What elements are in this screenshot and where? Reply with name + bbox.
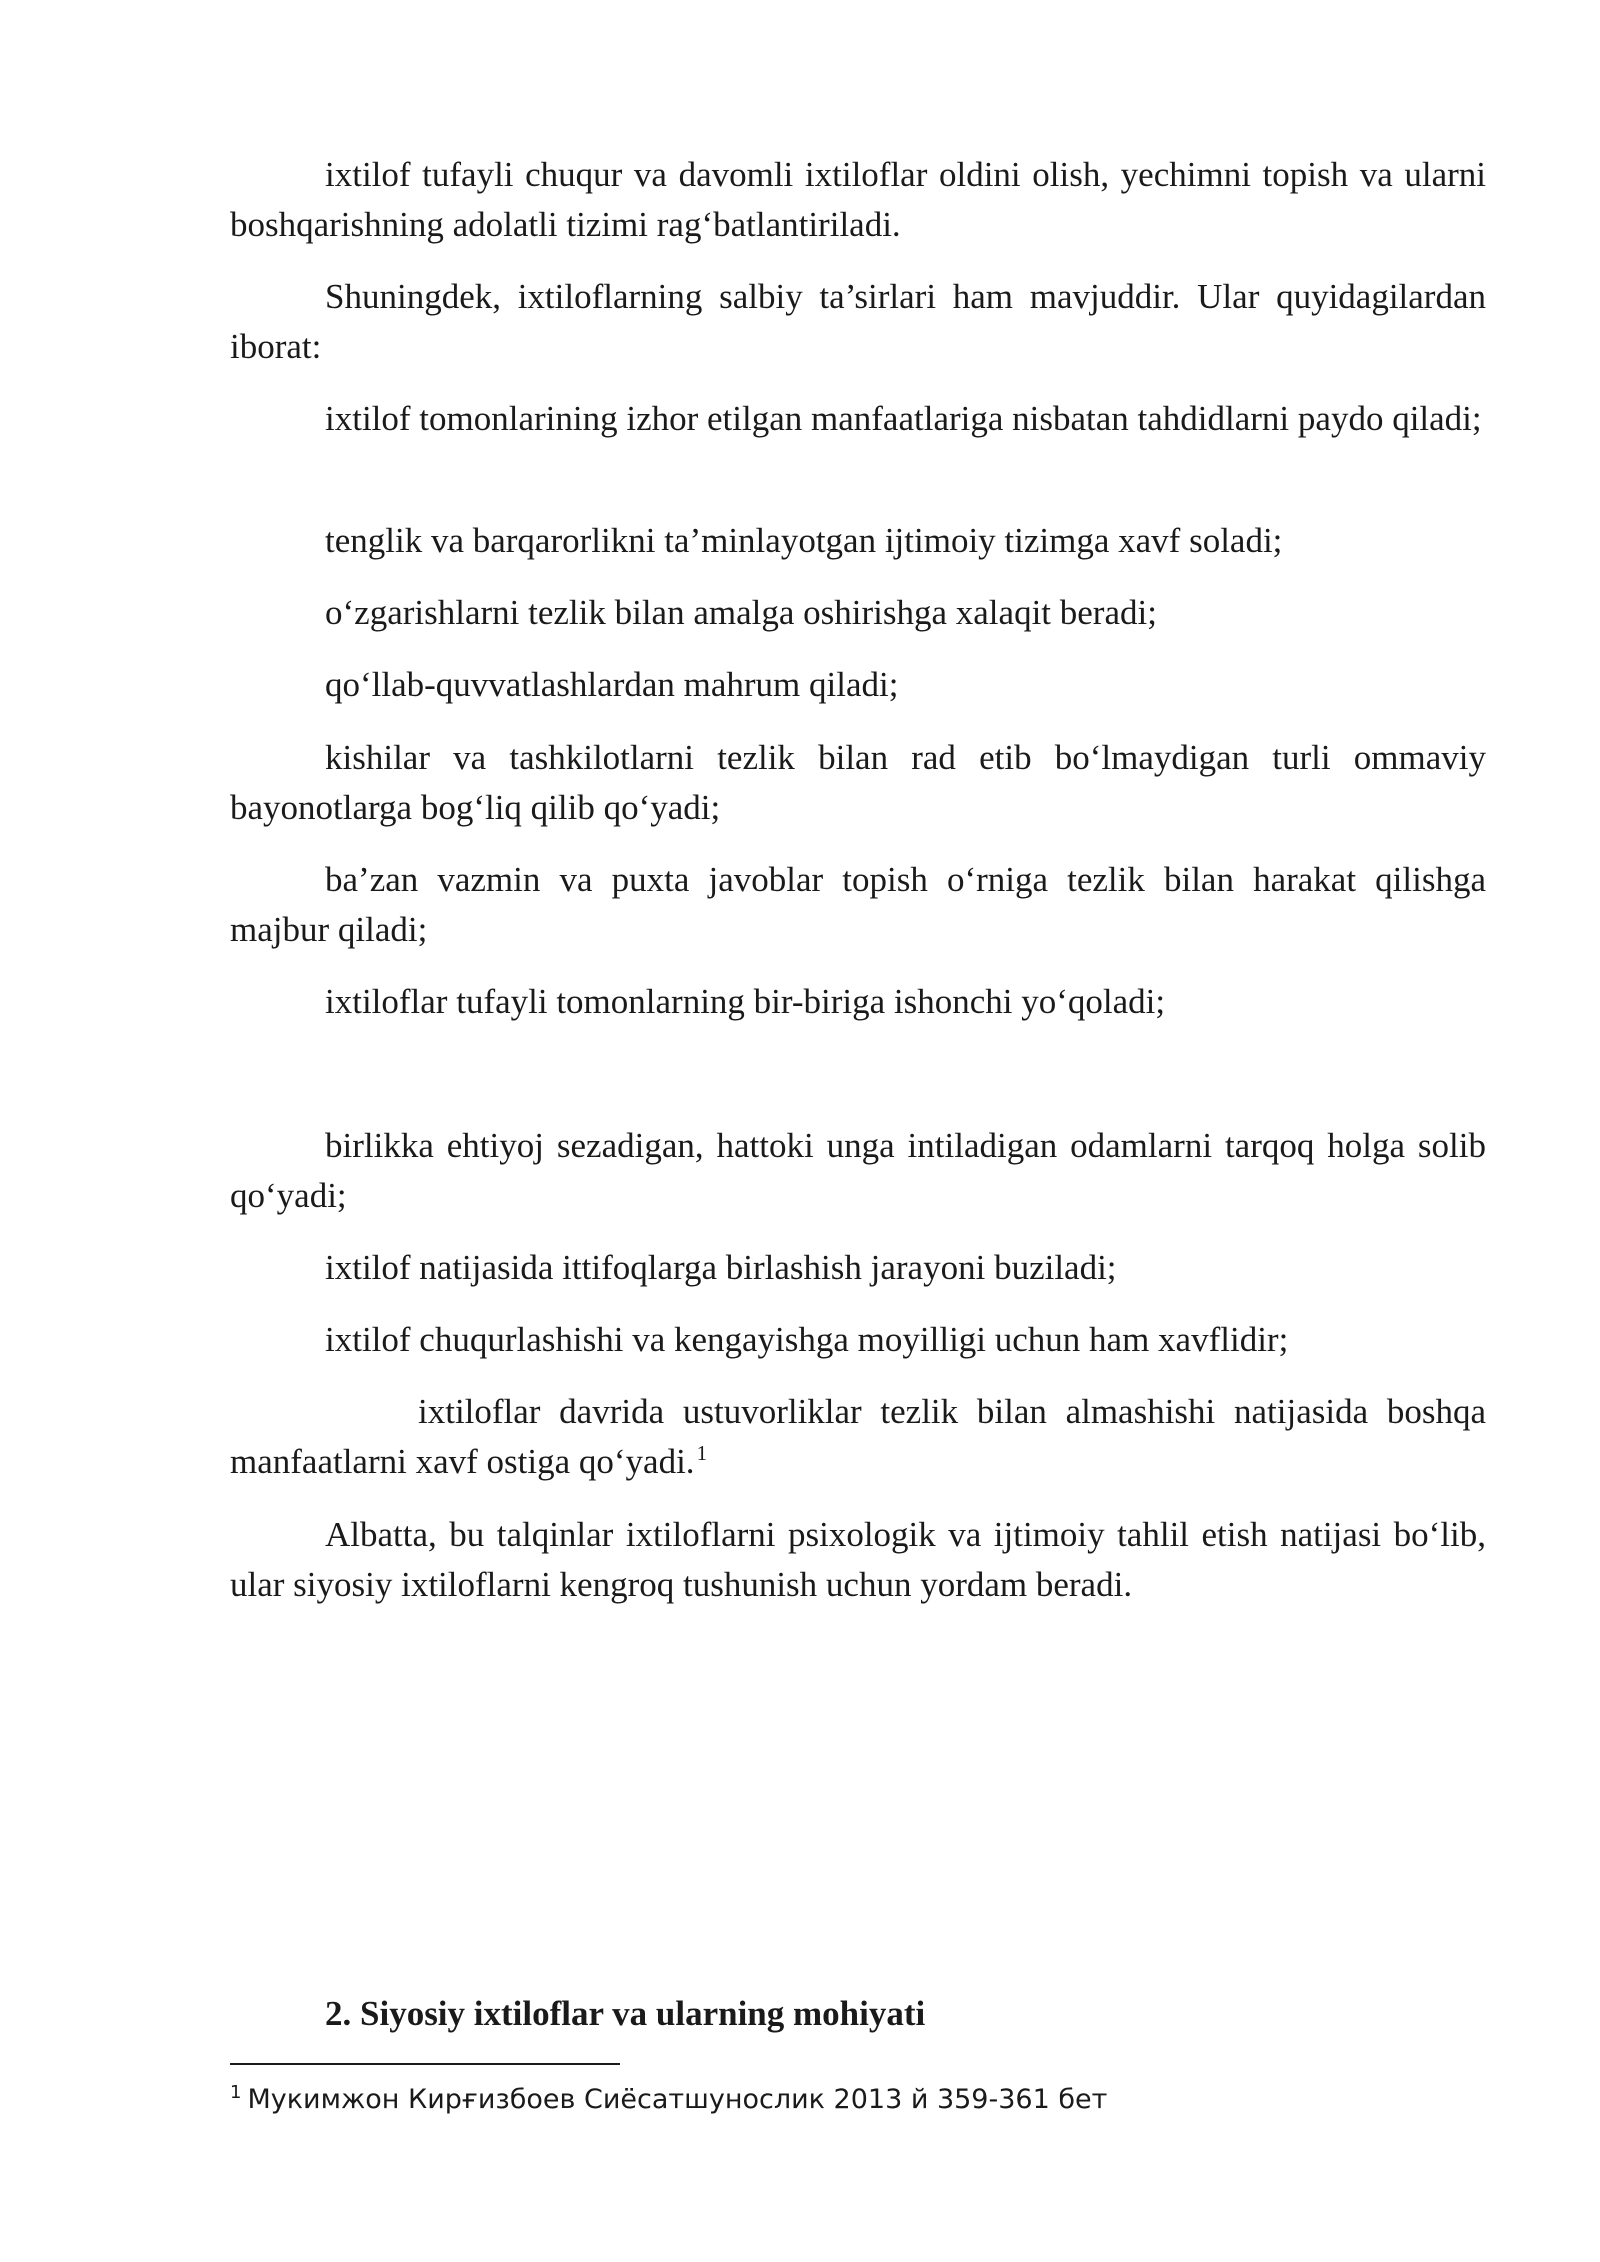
paragraph-conclusion: Albatta, bu talqinlar ixtiloflarni psixologik va ijtimoiy tahlil etish natijasi bo‘lib, ular siyosiy ixtiloflarni kengroq tushunish uchun yordam beradi. <box>230 1515 1486 1604</box>
paragraph-2: Shuningdek, ixtiloflarning salbiy ta’sirlari ham mavjuddir. Ular quyidagilardan iborat: <box>230 277 1486 366</box>
footnote <box>230 2080 1107 2120</box>
footnote-divider <box>230 2063 620 2065</box>
footnote-text: Мукимжон Кирғизбоев Сиёсатшунослик 2013 й 359-361 бет <box>247 2084 1108 2115</box>
list-item-2: tenglik va barqarorlikni ta’minlayotgan ijtimoiy tizimga xavf soladi; <box>325 521 1283 560</box>
list-item-3: o‘zgarishlarni tezlik bilan amalga oshirishga xalaqit beradi; <box>325 593 1157 632</box>
section-heading: 2. Siyosiy ixtiloflar va ularning mohiyati <box>325 1994 926 2033</box>
list-item-11 <box>230 1387 1486 1487</box>
footnote-reference[interactable]: 1 <box>696 1441 708 1466</box>
list-item-6: ba’zan vazmin va puxta javoblar topish o‘rniga tezlik bilan harakat qilishga majbur qiladi; <box>230 860 1486 949</box>
list-item-5: kishilar va tashkilotlarni tezlik bilan rad etib bo‘lmaydigan turli ommaviy bayonotlarga bog‘liq qilib qo‘yadi; <box>230 738 1486 827</box>
list-item-4: qo‘llab-quvvatlashlardan mahrum qiladi; <box>325 665 899 704</box>
list-item-9: ixtilof natijasida ittifoqlarga birlashish jarayoni buziladi; <box>325 1248 1117 1287</box>
list-item-10: ixtilof chuqurlashishi va kengayishga moyilligi uchun ham xavflidir; <box>325 1320 1289 1359</box>
list-item-11-text: ixtiloflar davrida ustuvorliklar tezlik bilan almashishi natijasida boshqa manfaatlarni xavf ostiga qo‘yadi. <box>230 1392 1486 1481</box>
footnote-mark: 1 <box>230 2082 242 2103</box>
list-item-8: birlikka ehtiyoj sezadigan, hattoki unga intiladigan odamlarni tarqoq holga solib qo‘yadi; <box>230 1126 1486 1215</box>
list-item-1: ixtilof tomonlarining izhor etilgan manfaatlariga nisbatan tahdidlarni paydo qiladi; <box>325 399 1482 438</box>
paragraph-1: ixtilof tufayli chuqur va davomli ixtiloflar oldini olish, yechimni topish va ularni boshqarishning adolatli tizimi rag‘batlantiriladi. <box>230 155 1486 244</box>
list-item-7: ixtiloflar tufayli tomonlarning bir-biriga ishonchi yo‘qoladi; <box>325 982 1166 1021</box>
